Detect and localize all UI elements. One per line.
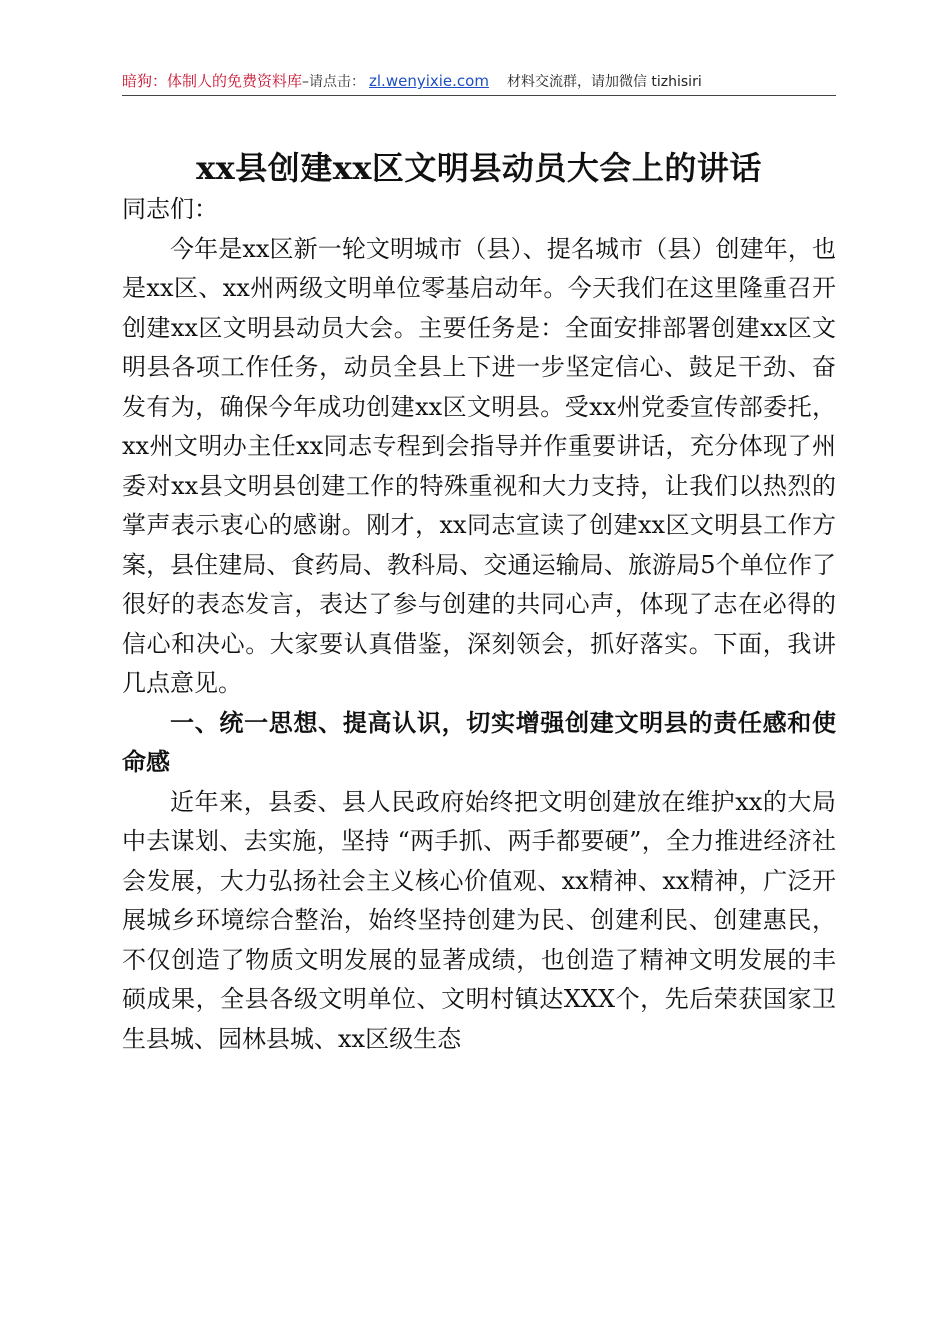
section-heading: 一、统一思想、提高认识，切实增强创建文明县的责任感和使命感: [122, 708, 836, 776]
header-divider: [122, 95, 836, 96]
header-website-link[interactable]: zl.wenyixie.com: [369, 72, 489, 90]
document-body: [122, 190, 836, 1059]
section-paragraph: 近年来，县委、县人民政府始终把文明创建放在维护xx的大局中去谋划、去实施，坚持 “两手抓、两手都要硬”，全力推进经济社会发展，大力弘扬社会主义核心价值观、xx精神、xx精神，广泛开展城乡环境综合整治，始终坚持创建为民、创建利民、创建惠民，不仅创造了物质文明发展的显著成绩，也创造了精神文明发展的丰硕成果，全县各级文明单位、文明村镇达XXX个，先后荣获国家卫生县城、园林县城、xx区级生态: [122, 787, 836, 1053]
document-title: xx县创建xx区文明县动员大会上的讲话: [196, 149, 762, 188]
header-click-prompt: –请点击：: [302, 74, 366, 90]
header-group-text: 材料交流群，请加微信 tizhisiri: [506, 74, 702, 90]
page-header: [122, 68, 836, 94]
body-paragraph: 今年是xx区新一轮文明城市（县）、提名城市（县）创建年，也是xx区、xx州两级文明单位零基启动年。今天我们在这里隆重召开创建xx区文明县动员大会。主要任务是：全面安排部署创建xx区文明县各项工作任务，动员全县上下进一步坚定信心、鼓足干劲、奋发有为，确保今年成功创建xx区文明县。受xx州党委宣传部委托，xx州文明办主任xx同志专程到会指导并作重要讲话，充分体现了州委对xx县文明县创建工作的特殊重视和大力支持，让我们以热烈的掌声表示衷心的感谢。刚才，xx同志宣读了创建xx区文明县工作方案，县住建局、食药局、教科局、交通运输局、旅游局5个单位作了很好的表态发言，表达了参与创建的共同心声，体现了志在必得的信心和决心。大家要认真借鉴，深刻领会，抓好落实。下面，我讲几点意见。: [122, 234, 836, 697]
salutation: 同志们：: [122, 195, 218, 223]
header-promo-text: 暗狗：体制人的免费资料库: [122, 72, 303, 90]
